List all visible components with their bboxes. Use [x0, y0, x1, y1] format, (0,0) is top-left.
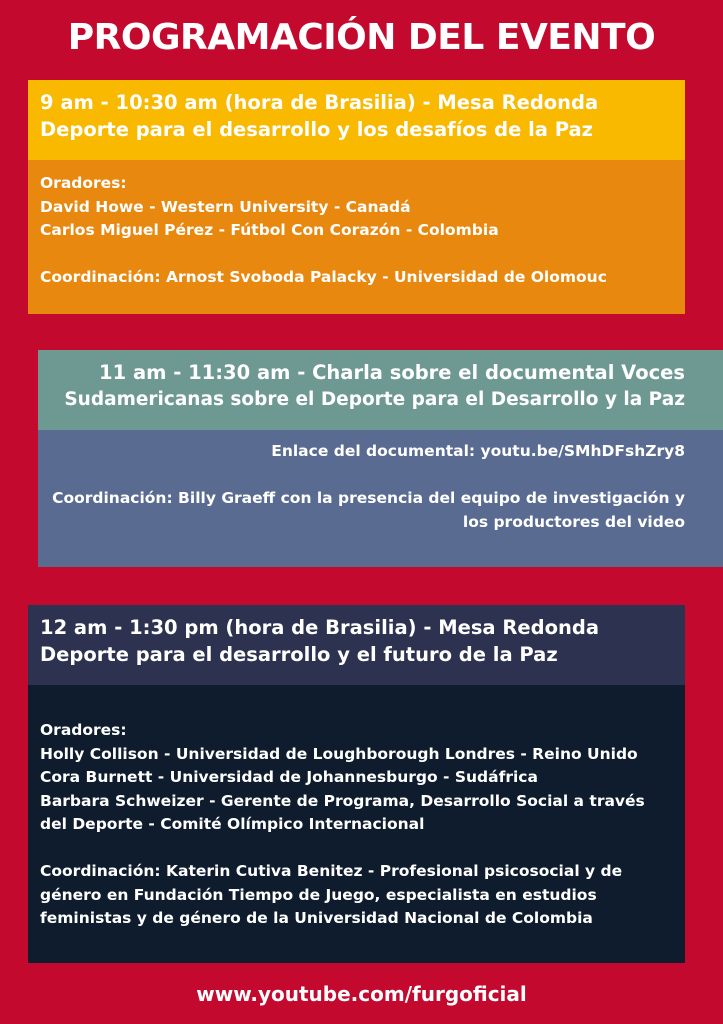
session-1-heading-line: 9 am - 10:30 am (hora de Brasilia) - Mesa Redonda [40, 91, 599, 114]
coordination-text: Coordinación: Katerin Cutiva Benitez - Profesional psicosocial y de [40, 862, 623, 880]
page-title: PROGRAMACIÓN DEL EVENTO [67, 17, 656, 58]
speaker-item: Holly Collison - Universidad de Loughborough Londres - Reino Unido [40, 744, 638, 763]
documentary-link[interactable]: Enlace del documental: youtu.be/SMhDFshZry8 [271, 442, 685, 460]
session-3-heading-line: Deporte para el desarrollo y el futuro de la Paz [40, 643, 558, 666]
speaker-item: Barbara Schweizer - Gerente de Programa, Desarrollo Social a través [40, 791, 645, 810]
youtube-channel-link[interactable]: www.youtube.com/furgoficial [196, 982, 527, 1006]
speaker-item: Carlos Miguel Pérez - Fútbol Con Corazón - Colombia [40, 221, 499, 239]
session-2-heading-line: Sudamericanas sobre el Deporte para el Desarrollo y la Paz [64, 389, 685, 410]
session-2 [38, 350, 723, 567]
session-3-heading-line: 12 am - 1:30 pm (hora de Brasilia) - Mesa Redonda [40, 616, 599, 639]
session-1-heading-line: Deporte para el desarrollo y los desafíos de la Paz [40, 118, 593, 141]
coordination-text: feministas y de género de la Universidad Nacional de Colombia [40, 909, 593, 927]
session-1-details [28, 160, 685, 314]
session-3-heading [28, 605, 685, 685]
session-2-details [38, 430, 723, 567]
coordination-text: género en Fundación Tiempo de Juego, especialista en estudios [40, 885, 597, 904]
speaker-item: Cora Burnett - Universidad de Johannesburgo - Sudáfrica [40, 768, 538, 786]
coordination-text: Coordinación: Arnost Svoboda Palacky - Universidad de Olomouc [40, 268, 607, 286]
coordination-text: los productores del video [462, 512, 685, 531]
session-1-heading [28, 80, 685, 160]
speakers-label: Oradores: [40, 721, 127, 739]
speaker-item: David Howe - Western University - Canadá [40, 197, 411, 216]
speakers-label: Oradores: [40, 174, 127, 192]
session-1 [28, 80, 685, 314]
session-2-heading-line: 11 am - 11:30 am - Charla sobre el documental Voces [99, 361, 685, 384]
session-2-heading [38, 350, 723, 430]
session-3-details [28, 685, 685, 963]
speaker-item: del Deporte - Comité Olímpico Internacional [40, 815, 425, 833]
coordination-text: Coordinación: Billy Graeff con la presencia del equipo de investigación y [52, 489, 685, 507]
session-3 [28, 605, 685, 963]
